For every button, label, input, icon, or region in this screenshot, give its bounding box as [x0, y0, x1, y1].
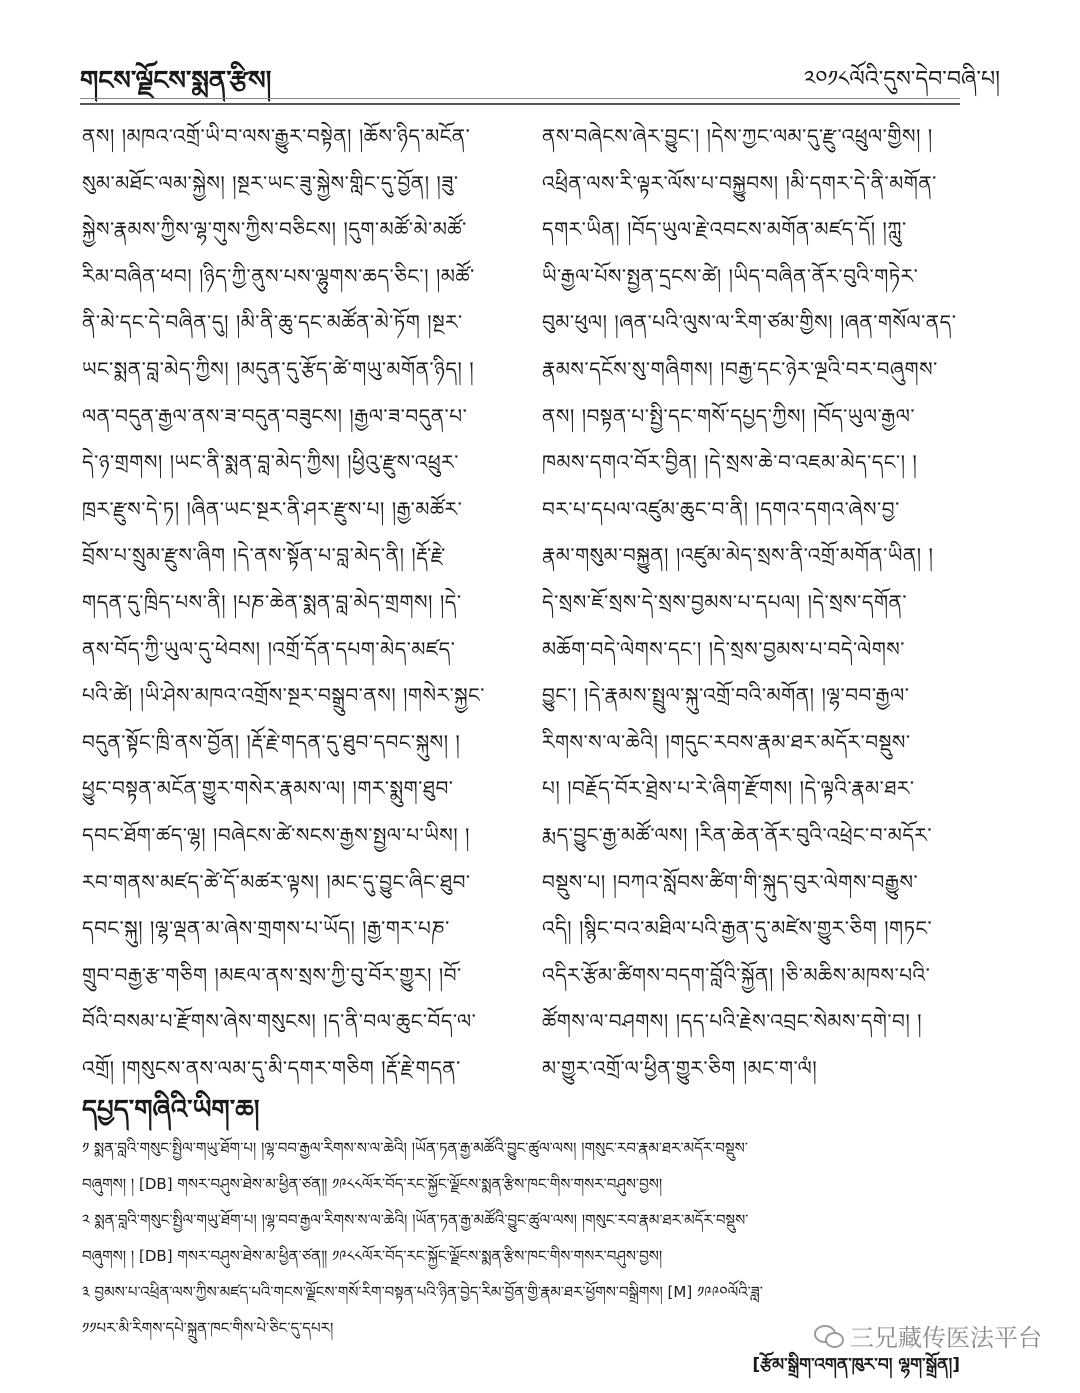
reference-line: ༣ བྱམས་པ་འཕྲིན་ལས་ཀྱིས་མཛད་པའི་གངས་ལྗོངས་གསོ་རིག་བསྟན་པའི་ཉིན་བྱེད་རིམ་བྱོན་གྱི་རྣམ་ཐར་ཕྱོགས་བསྒྲིགས། [M] ༡༩༩༠ལོའི་ཟླ་ [82, 1283, 763, 1301]
text-line: དགར་ཡིན། །བོད་ཡུལ་རྗེ་འབངས་མགོན་མཛད་དོ། །ཀླུ་ [542, 217, 907, 242]
right-text-column [542, 113, 962, 1091]
text-line: ནས་བཞེངས་ཞེར་བྱུང་། །དེས་ཀྱང་ལམ་དུ་རྫུ་འཕྲུལ་གྱིས། ། [542, 124, 933, 148]
text-line: བྱུང་། །དེ་རྣམས་སྤྲུལ་སྐུ་འགྲོ་བའི་མགོན། །ལྷ་བབ་རྒྱལ་ [542, 683, 910, 708]
text-line: ཕྱུང་བསྟན་མངོན་གྱུར་གསེར་རྣམས་ལ། །གར་སྨུག་ཐུབ་ [82, 776, 454, 801]
text-line: ལན་བདུན་རྒྱལ་ནས་ཟ་བདུན་བཟུངས། །རྒྱལ་ཟ་བདུན་པ་ [82, 403, 468, 428]
reference-line: ༢ སྨན་བླའི་གསུང་སྤྱིལ་གཡུ་ཐོག་པ། །ལྷ་བབ་རྒྱལ་རིགས་ས་ལ་ཆེའི། །ཡོན་ཏན་རྒྱ་མཚོའི་བྱུང་ཚུལ་ལས། །གསུང་རབ་རྣམ་ཐར་མདོར་བསྡུས་ [82, 1211, 749, 1229]
left-text-column [82, 113, 502, 1091]
text-line: ནི་མེ་དང་དེ་བཞིན་དུ། །མི་ནི་ཆུ་དང་མཚོན་མེ་ཏོག །སྔར་ [82, 310, 463, 335]
text-line: རིགས་ས་ལ་ཆེའི། །གདུང་རབས་རྣམ་ཐར་མདོར་བསྡུས་ [542, 729, 911, 754]
text-line: སུམ་མཐོང་ལམ་སྐྱེས། །སྔར་ཡང་ཟུ་སྐྱེས་གླིང་དུ་བྱོན། །ཟུ་ [82, 170, 459, 195]
text-line: དེ་སྲས་ཇོ་སྲས་དེ་སྲས་བྱམས་པ་དཔལ། །དེ་སྲས་དགོན་ [542, 589, 908, 614]
text-line: གྲུབ་བརྒྱ་རྩ་གཅིག །མཇལ་ནས་སྲས་ཀྱི་བུ་བོར་གྱུར། །བོ་ [82, 962, 462, 987]
text-line: རབ་གནས་མཛད་ཚེ་དོ་མཚར་ལྟས། །མང་དུ་བྱུང་ཞིང་ཐུབ་ [82, 869, 471, 894]
text-line: སྐྱེས་རྣམས་ཀྱིས་ལྷ་གུས་ཀྱིས་བཅིངས། །དུག་མཚོ་མེ་མཚོ་ [82, 217, 467, 242]
text-line: མ་གྱུར་འགྲོ་ལ་ཕྱིན་གྱུར་ཅིག །མང་ག་ལཾ། [542, 1055, 818, 1080]
text-line: ནས། །བསྟན་པ་སྤྱི་དང་གསོ་དཔྱད་ཀྱིས། །བོད་ཡུལ་རྒྱལ་ [542, 403, 916, 428]
text-line: མཆོག་བདེ་ལེགས་དང་། །དེ་སྲས་བྱམས་པ་བདེ་ལེགས་ [542, 636, 905, 661]
text-line: ཁམས་དགའ་བོར་བྱིན། །དེ་སྲས་ཆེ་བ་འཇམ་མེད་དང་། ། [542, 450, 918, 475]
text-line: རྨད་བྱུང་རྒྱ་མཚོ་ལས། །རིན་ཆེན་ནོར་བུའི་འཕྲེང་བ་མདོར་ [542, 822, 933, 847]
references-title: དཔྱད་གཞིའི་ཡིག་ཆ། [82, 1095, 260, 1125]
reference-line: ༡༡པར་མི་རིགས་དཔེ་སྐྲུན་ཁང་གིས་པེ་ཅིང་དུ་དཔར། [82, 1319, 334, 1337]
text-line: འཕྲིན་ལས་རི་ལྟར་ལོས་པ་བསྐྱུབས། །མི་དགར་དེ་ནི་མགོན་ [542, 170, 937, 195]
text-line: པའི་ཚེ། །ཡི་ཤེས་མཁའ་འགྲོས་སྔར་བསྒྲུབ་ནས། །གསེར་སྐྱང་ [82, 683, 485, 708]
text-line: ནས་བོད་ཀྱི་ཡུལ་དུ་ཕེབས། །འགྲོ་དོན་དཔག་མེད་མཛད་ [82, 636, 456, 661]
text-line: དབང་སྐུ། །ལྷ་ལྡན་མ་ཞེས་གྲགས་པ་ཡོད། །རྒྱ་གར་པཎ་ [82, 916, 450, 941]
text-line: དེ་ཉ་གྲགས། །ཡང་ནི་སྨན་བླ་མེད་ཀྱིས། །ཕྱིའུ་རྫུས་འཕྲུར་ [82, 450, 459, 475]
references-section [82, 1090, 962, 1346]
text-line: འགྲོ། །གསུངས་ནས་ལམ་དུ་མི་དགར་གཅིག །རྡོ་རྗེ་གདན་ [82, 1055, 461, 1080]
watermark-text: 三兄藏传医法平台 [850, 1324, 1042, 1352]
issue-label: ༢༠༡༨ལོའི་དུས་དེབ་བཞི་པ། [803, 67, 1000, 92]
text-line: བོའི་བསམ་པ་རྫོགས་ཞེས་གསུངས། །ད་ནི་བལ་ཆུང་བོད་ལ་ [82, 1009, 477, 1034]
header-rule-thick [80, 103, 960, 105]
reference-line: བཞུགས། ། [DB] གསར་བཤུས་ཐེས་མ་ཕྱིན་ཙན༎ ༡༩༨༨ལོར་བོད་རང་སྐྱོང་ལྗོངས་སྨན་རྩིས་ཁང་གིས་གསར་བཤུས་བྱས། [82, 1247, 663, 1265]
text-line: བུམ་ཕུལ། །ཞན་པའི་ལུས་ལ་རིག་ཙམ་གྱིས། །ཞན་གསོལ་ནད་ [542, 310, 957, 335]
page-header [80, 52, 1000, 96]
text-line: པ། །བརྗོད་བོར་ཐྲེས་པ་རེ་ཞིག་རྫོགས། །དེ་ལྟའི་རྣམ་ཐར་ [542, 776, 915, 801]
text-line: འདིར་རྩོམ་ཚིགས་བདག་བློའི་སྐྱོན། །ཅི་མཆིས་མཁས་པའི་ [542, 962, 931, 987]
reference-line: བཞུགས། ། [DB] གསར་བཤུས་ཐེས་མ་ཕྱིན་ཙན༎ ༡༩༨༨ལོར་བོད་རང་སྐྱོང་ལྗོངས་སྨན་རྩིས་ཁང་གིས་གསར་བཤུས་བྱས། [82, 1175, 663, 1193]
journal-title: གངས་ལྗོངས་སྨན་རྩིས། [80, 66, 272, 96]
wechat-icon [814, 1325, 844, 1347]
editor-credit: [རྩོམ་སྒྲིག་འགན་ཁུར་བ། ལྷག་སྒྲོན།] [752, 1355, 960, 1375]
text-line: རྣམས་དངོས་སུ་གཞིགས། །བརྒྱ་དང་ཉེར་ལྔའི་བར་བཞུགས་ [542, 356, 938, 381]
text-line: གདན་དུ་ཁྲིད་པས་ནི། །པཎ་ཆེན་སྨན་བླ་མེད་གྲགས། །དེ་ [82, 589, 462, 614]
text-line: འདི། །སྙིང་བའ་མཐིལ་པའི་རྒྱན་དུ་མཛེས་གྱུར་ཅིག །གཏང་ [542, 916, 933, 941]
text-line: རིམ་བཞིན་ཕབ། །ཉིད་ཀྱི་ནུས་པས་ལྷུགས་ཆད་ཅིང་། །མཚོ་ [82, 263, 475, 288]
text-line: ཚོགས་ལ་བཤགས། །དད་པའི་རྗེས་འབྲང་སེམས་དགེ་བ། ། [542, 1009, 923, 1034]
text-line: བདུན་སྟོང་ཁྲི་ནས་བྱོན། །རྡོ་རྗེ་གདན་དུ་ཐུབ་དབང་སྐུས། ། [82, 729, 461, 754]
text-line: བར་པ་དཔལ་འཛུམ་ཆུང་བ་ནི། །དགའ་དགའ་ཞེས་བྱ་ [542, 496, 900, 521]
text-line: དབང་ཐོག་ཚད་ལྷ། །བཞེངས་ཚེ་སངས་རྒྱས་སྤྱལ་པ་ཡིས། ། [82, 822, 470, 847]
header-rule-thin [80, 98, 960, 99]
text-line: ཡི་རྒྱལ་པོས་སྤྱན་དྲངས་ཚེ། །ཡིད་བཞིན་ནོར་བུའི་གཏེར་ [542, 263, 919, 288]
text-line: བསྡུས་པ། །བཀའ་སློབས་ཚིག་གི་སྐུད་བུར་ལེགས་བརྒྱུས་ [542, 869, 919, 894]
text-line: ཁྲར་རྫུས་དེ་ཏ། །ཞིན་ཡང་སྔར་ནི་ཤར་རྫུས་པ། །རྒྱ་མཚོར་ [82, 496, 463, 521]
reference-line: ༡ སྨན་བླའི་གསུང་སྤྱིལ་གཡུ་ཐོག་པ། །ལྷ་བབ་རྒྱལ་རིགས་ས་ལ་ཆེའི། །ཡོན་ཏན་རྒྱ་མཚོའི་བྱུང་ཚུལ་ལས། །གསུང་རབ་རྣམ་ཐར་མདོར་བསྡུས་ [82, 1139, 748, 1157]
text-line: ནས། །མཁའ་འགྲོ་ཡི་བ་ལས་རྒྱུར་བསྟེན། །ཆོས་ཉིད་མངོན་ [82, 124, 471, 148]
text-line: རྣམ་གསུམ་བསྐྱུན། །འཛུམ་མེད་སྲས་ནི་འགྲོ་མགོན་ཡིན། ། [542, 543, 934, 568]
text-line: བྲོས་པ་སྲུམ་རྫུས་ཞིག །དེ་ནས་སྟོན་པ་བླ་མེད་ནི། །རྡོ་རྗེ་ [82, 543, 446, 568]
text-line: ཡང་སྨན་བླ་མེད་ཀྱིས། །མདུན་དུ་རྩོད་ཚེ་གཡུ་མགོན་ཉིད། ། [82, 356, 475, 381]
